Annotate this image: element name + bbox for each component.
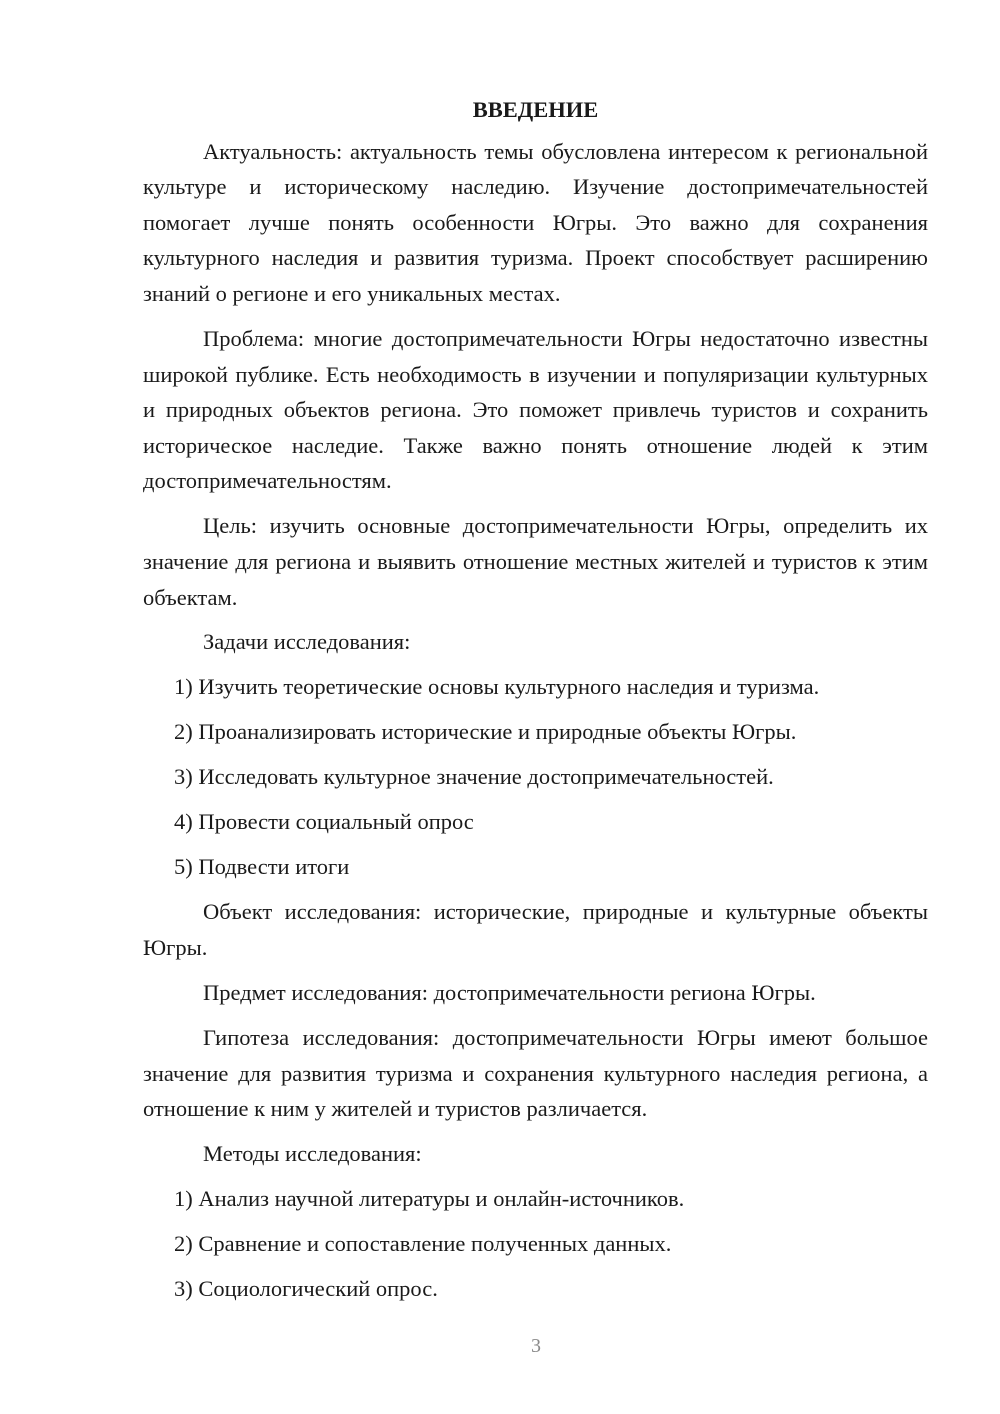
list-item: 3) Социологический опрос. bbox=[174, 1276, 438, 1302]
list-item: 2) Проанализировать исторические и природные объекты Югры. bbox=[174, 719, 797, 745]
tasks-heading: Задачи исследования: bbox=[203, 629, 411, 655]
tasks-list bbox=[143, 669, 928, 885]
paragraph-goal: Цель: изучить основные достопримечательности Югры, определить их значение для региона и выявить отношение местных жителей и туристов к этим объектам. bbox=[143, 513, 928, 610]
methods-list bbox=[143, 1181, 928, 1307]
list-item: 5) Подвести итоги bbox=[174, 854, 350, 880]
page-title: ВВЕДЕНИЕ bbox=[472, 97, 599, 122]
page-content bbox=[143, 92, 928, 1316]
paragraph-subject: Предмет исследования: достопримечательности региона Югры. bbox=[203, 979, 816, 1005]
paragraph-problem: Проблема: многие достопримечательности Югры недостаточно известны широкой публике. Есть необходимость в изучении и популяризации культурных и природных объектов региона. Это поможет привлечь туристов и сохранить историческое наследие. Также важно понять отношение людей к этим достопримечательностям. bbox=[143, 325, 928, 494]
list-item: 1) Изучить теоретические основы культурного наследия и туризма. bbox=[174, 674, 820, 700]
list-item: 2) Сравнение и сопоставление полученных данных. bbox=[174, 1231, 672, 1257]
list-item: 1) Анализ научной литературы и онлайн-источников. bbox=[174, 1186, 685, 1212]
paragraph-relevance: Актуальность: актуальность темы обусловлена интересом к региональной культуре и историческому наследию. Изучение достопримечательностей помогает лучше понять особенности Югры. Это важно для сохранения культурного наследия и развития туризма. Проект способствует расширению знаний о регионе и его уникальных местах. bbox=[143, 138, 928, 306]
paragraph-object: Объект исследования: исторические, природные и культурные объекты Югры. bbox=[143, 899, 928, 960]
methods-heading: Методы исследования: bbox=[203, 1141, 422, 1167]
page-number: 3 bbox=[531, 1335, 541, 1357]
paragraph-hypothesis: Гипотеза исследования: достопримечательности Югры имеют большое значение для развития туризма и сохранения культурного наследия региона, а отношение к ним у жителей и туристов различается. bbox=[143, 1024, 928, 1122]
list-item: 4) Провести социальный опрос bbox=[174, 809, 474, 835]
list-item: 3) Исследовать культурное значение достопримечательностей. bbox=[174, 764, 774, 790]
